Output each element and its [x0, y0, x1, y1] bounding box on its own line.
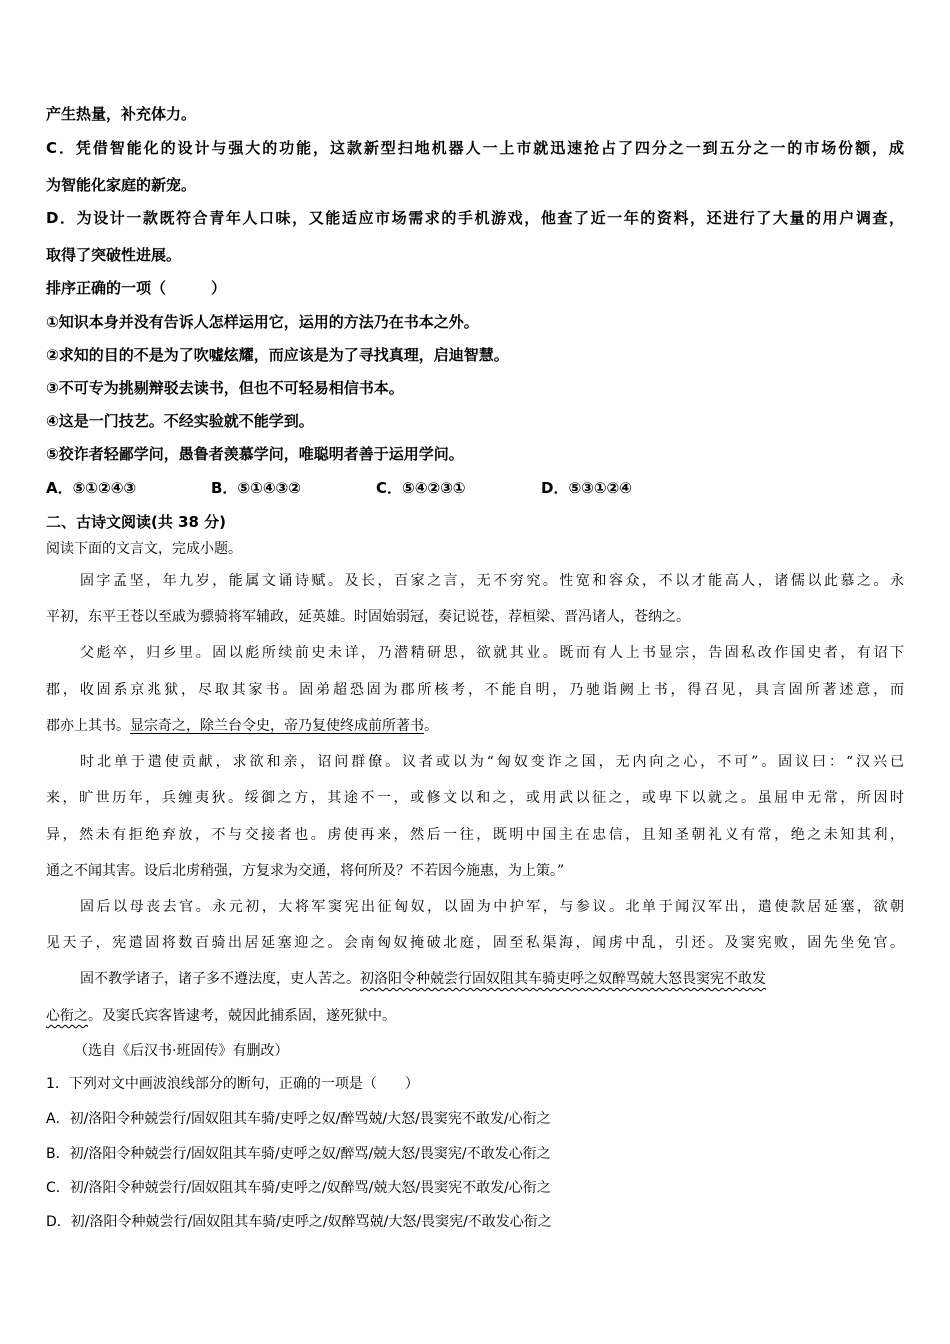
sentence-2: ②求知的目的不是为了吹嘘炫耀，而应该是为了寻找真理，启迪智慧。 [46, 346, 509, 364]
ordering-question: 排序正确的一项（ ） [46, 279, 227, 297]
passage-p3-line2: 来，旷世历年，兵缠夷狄。绥御之方，其途不一，或修文以和之，或用武以征之，或卑下以就之。虽屈申无常，所因时 [46, 790, 904, 806]
passage-p2-line3: 郡亦上其书。显宗奇之，除兰台令史，帝乃复使终成前所著书。 [46, 718, 438, 734]
passage-p1-line2: 平初，东平王苍以至戚为骠骑将军辅政，延英雄。时固始弱冠，奏记说苍，荐桓梁、晋冯诸人，苍纳之。 [46, 609, 690, 625]
sentence-4: ④这是一门技艺。不经实验就不能学到。 [46, 412, 314, 430]
sentence-5: ⑤狡诈者轻鄙学问，愚鲁者羡慕学问，唯聪明者善于运用学问。 [46, 445, 464, 463]
option-b-continuation: 产生热量，补充体力。 [46, 105, 197, 123]
passage-p5-line2: 心衔之。及窦氏宾客皆逮考，兢因此捕系固，遂死狱中。 [46, 1008, 396, 1024]
order-option-b[interactable]: B．⑤①④③② [211, 479, 301, 497]
passage-p2-line1: 父彪卒，归乡里。固以彪所续前史未详，乃潜精研思，欲就其业。既而有人上书显宗，告固私改作国史者，有诏下 [80, 645, 904, 661]
passage-p4-line1: 固后以母丧去官。永元初，大将军窦宪出征匈奴，以固为中护军，与参议。北单于闻汉军出，遣使款居延塞，欲朝 [80, 899, 904, 915]
question-1-option-d[interactable]: D．初/洛阳令种兢尝行/固奴阻其车骑/吏呼之/奴醉骂兢/大怒/畏窦宪/不敢发心衔之 [46, 1214, 552, 1230]
passage-p3-line4: 通之不闻其害。设后北虏稍强，方复求为交通，将何所及？不若因今施惠，为上策。” [46, 863, 565, 879]
question-1-option-a[interactable]: A．初/洛阳令种兢尝行/固奴阻其车骑/吏呼之奴/醉骂兢/大怒/畏窦宪不敢发/心衔之 [46, 1111, 551, 1127]
passage-p5-line1: 固不教学诸子，诸子多不遵法度，吏人苦之。初洛阳令种兢尝行固奴阻其车骑吏呼之奴醉骂兢大怒畏窦宪不敢发 [80, 971, 766, 987]
option-d-line1: D．为设计一款既符合青年人口味，又能适应市场需求的手机游戏，他查了近一年的资料，还进行了大量的用户调查， [46, 209, 904, 227]
passage-source: （选自《后汉书·班固传》有删改） [74, 1043, 289, 1059]
question-1-stem: 1．下列对文中画波浪线部分的断句，正确的一项是（ ） [46, 1076, 419, 1092]
passage-p4-line2: 见天子，宪遣固将数百骑出居延塞迎之。会南匈奴掩破北庭，固至私渠海，闻虏中乱，引还。及窦宪败，固先坐免官。 [46, 935, 904, 951]
passage-p3-line3: 异，然未有拒绝弃放，不与交接者也。虏使再来，然后一往，既明中国主在忠信，且知圣朝礼义有常，绝之未知其利， [46, 827, 904, 843]
option-c-line1: C．凭借智能化的设计与强大的功能，这款新型扫地机器人一上市就迅速抢占了四分之一到五分之一的市场份额，成 [46, 139, 904, 157]
question-1-option-c[interactable]: C．初/洛阳令种兢尝行/固奴阻其车骑/吏呼之/奴醉骂/兢大怒/畏窦宪不敢发/心衔之 [46, 1180, 551, 1196]
section-instruction: 阅读下面的文言文，完成小题。 [46, 541, 242, 557]
passage-p1-line1: 固字孟坚，年九岁，能属文诵诗赋。及长，百家之言，无不穷究。性宽和容众，不以才能高人，诸儒以此慕之。永 [80, 573, 904, 589]
order-option-c[interactable]: C．⑤④②③① [376, 479, 466, 497]
section-title: 二、古诗文阅读(共 38 分) [46, 513, 227, 531]
underlined-sentence: 显宗奇之，除兰台令史，帝乃复使终成前所著书 [130, 718, 424, 734]
sentence-3: ③不可专为挑剔辩驳去读书，但也不可轻易相信书本。 [46, 379, 404, 397]
passage-p3-line1: 时北单于遣使贡献，求欲和亲，诏问群僚。议者或以为“匈奴变诈之国，无内向之心，不可”。固议曰：“汉兴已 [80, 754, 904, 770]
sentence-1: ①知识本身并没有告诉人怎样运用它，运用的方法乃在书本之外。 [46, 313, 479, 331]
order-option-a[interactable]: A．⑤①②④③ [46, 479, 137, 497]
order-option-d[interactable]: D．⑤③①②④ [541, 479, 632, 497]
order-options [0, 477, 950, 499]
wavy-underlined-sentence: 初洛阳令种兢尝行固奴阻其车骑吏呼之奴醉骂兢大怒畏窦宪不敢发 [360, 971, 766, 987]
question-1-option-b[interactable]: B．初/洛阳令种兢尝行/固奴阻其车骑/吏呼之奴/醉骂/兢大怒/畏窦宪/不敢发心衔之 [46, 1146, 551, 1162]
wavy-underlined-sentence-end: 心衔之 [46, 1008, 88, 1024]
option-d-line2: 取得了突破性进展。 [46, 246, 182, 264]
passage-p2-line2: 郡，收固系京兆狱，尽取其家书。固弟超恐固为郡所核考，不能自明，乃驰诣阙上书，得召见，具言固所著述意，而 [46, 682, 904, 698]
option-c-line2: 为智能化家庭的新宠。 [46, 176, 197, 194]
